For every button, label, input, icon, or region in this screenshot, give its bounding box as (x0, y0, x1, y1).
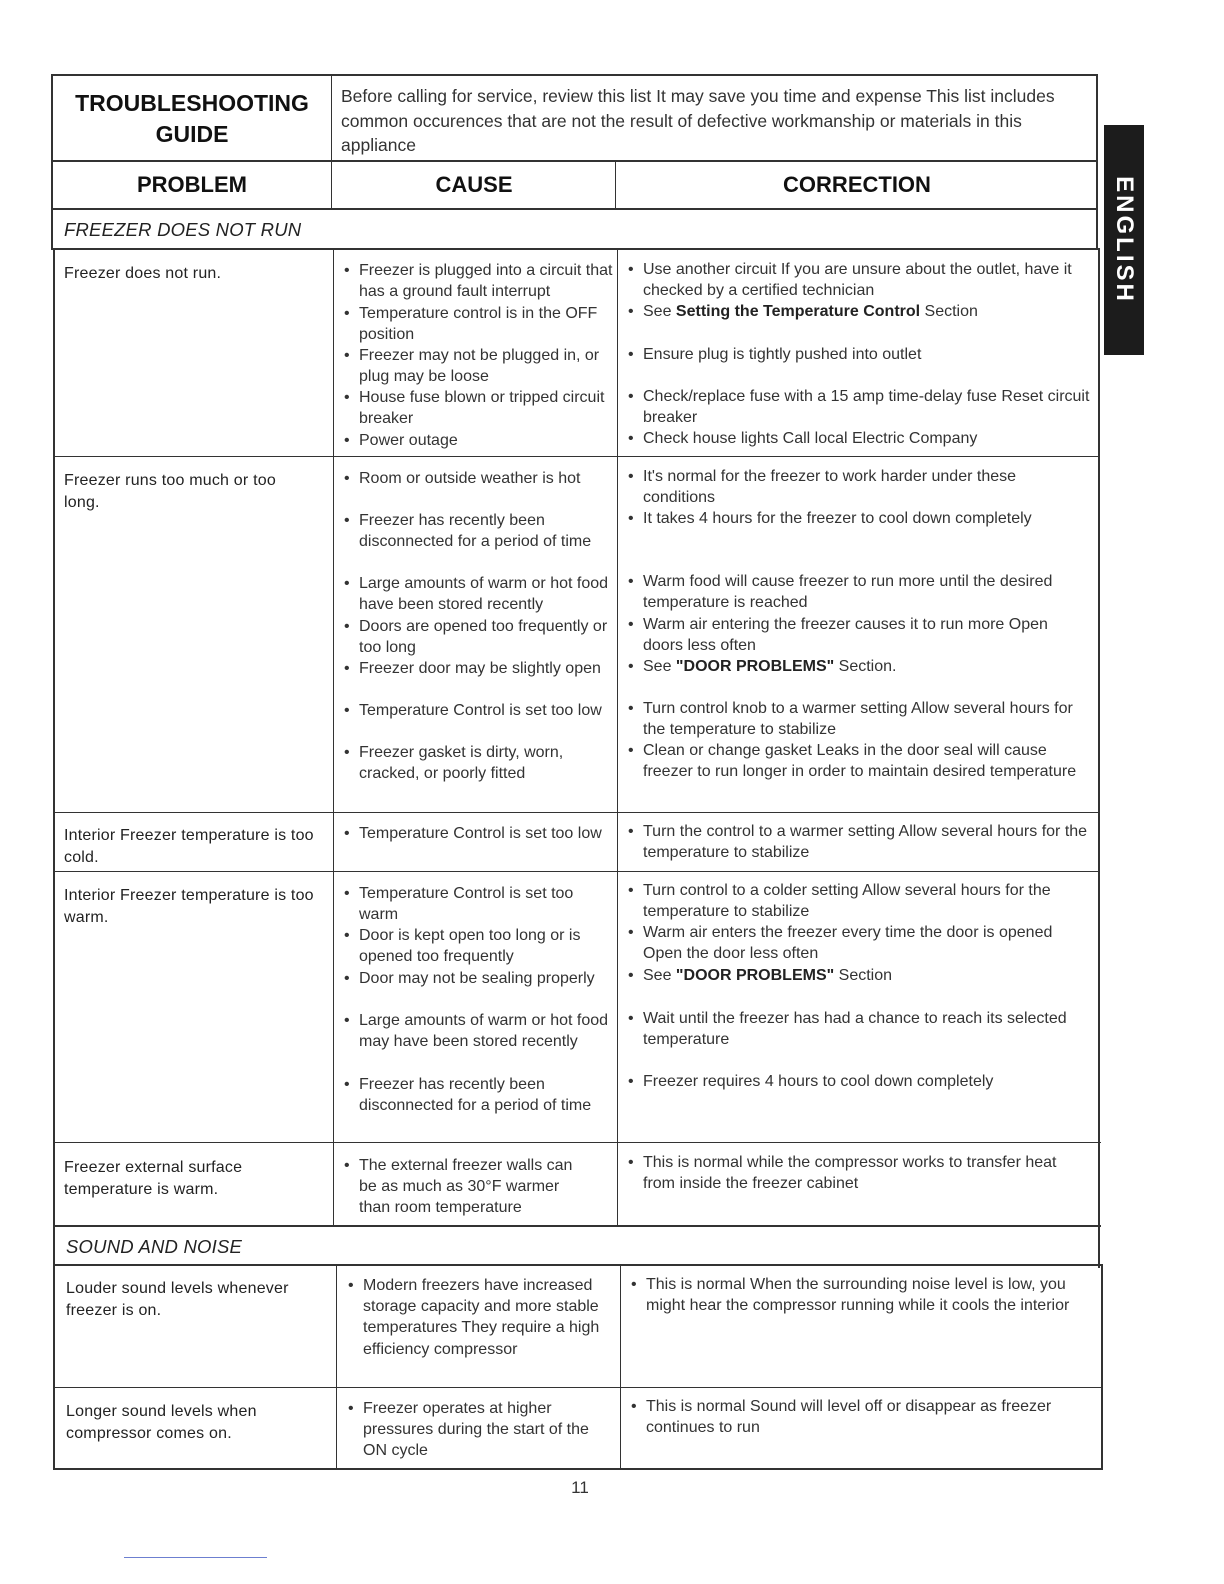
correction-item: • Turn the control to a warmer setting Allow several hours for the temperature to stabilize (627, 821, 1092, 863)
problem-cell: Freezer does not run. (64, 265, 222, 282)
cause-item: • The external freezer walls can be as much as 30°F warmer than room temperature (343, 1155, 589, 1219)
problem-cell: Interior Freezer temperature is too cold. (64, 827, 314, 866)
cause-item: • Freezer may not be plugged in, or plug may be loose (343, 345, 613, 387)
column-header-problem: PROBLEM (137, 172, 247, 197)
correction-reference: "DOOR PROBLEMS" (675, 967, 835, 984)
correction-item: • Turn control knob to a warmer setting Allow several hours for the temperature to stabilize (627, 698, 1092, 740)
correction-suffix: Section (920, 303, 978, 320)
correction-reference: "DOOR PROBLEMS" (675, 658, 835, 675)
problem-cell: Interior Freezer temperature is too warm. (64, 887, 314, 926)
correction-item: • Use another circuit If you are unsure about the outlet, have it checked by a certified technician (627, 259, 1092, 301)
correction-item: • It's normal for the freezer to work harder under these conditions (627, 466, 1092, 508)
title-line-2: GUIDE (155, 121, 229, 147)
problem-cell: Louder sound levels whenever freezer is on. (66, 1280, 289, 1319)
correction-item: • Wait until the freezer has had a chance to reach its selected temperature (627, 1008, 1092, 1050)
cause-item: • Freezer is plugged into a circuit that has a ground fault interrupt (343, 260, 613, 302)
cause-item: • Freezer has recently been disconnected for a period of time (343, 1074, 613, 1116)
correction-suffix: Section (834, 967, 893, 984)
problem-cell: Freezer external surface temperature is warm. (64, 1159, 243, 1198)
correction-item (627, 301, 1092, 322)
cause-item: • Freezer door may be slightly open (343, 658, 613, 679)
cause-item: • House fuse blown or tripped circuit breaker (343, 387, 613, 429)
problem-cell: Freezer runs too much or too long. (64, 472, 276, 511)
cause-item: • Doors are opened too frequently or too long (343, 616, 613, 658)
intro-paragraph: Before calling for service, review this list It may save you time and expense This list includes common occurences that are not the result of defective workmanship or materials in this appliance (341, 86, 1055, 155)
cause-item: • Large amounts of warm or hot food have been stored recently (343, 573, 613, 615)
correction-item: • This is normal When the surrounding noise level is low, you might hear the compressor running while it cools the interior (630, 1274, 1091, 1316)
correction-prefix: See (643, 658, 676, 675)
correction-suffix: Section. (834, 658, 897, 675)
footer-divider (124, 1557, 267, 1558)
guide-title (52, 88, 332, 150)
cause-item: • Door may not be sealing properly (343, 968, 613, 989)
correction-item: • Warm air enters the freezer every time the door is opened Open the door less often (627, 922, 1092, 964)
correction-item: • Turn control to a colder setting Allow several hours for the temperature to stabilize (627, 880, 1092, 922)
language-tab (1104, 125, 1144, 355)
correction-item: • Warm food will cause freezer to run more until the desired temperature is reached (627, 571, 1092, 613)
section-title: FREEZER DOES NOT RUN (64, 219, 302, 240)
cause-item: • Room or outside weather is hot (343, 468, 613, 489)
correction-item: • Freezer requires 4 hours to cool down completely (627, 1071, 1092, 1092)
correction-item (627, 656, 1092, 677)
correction-item: • Clean or change gasket Leaks in the door seal will cause freezer to run longer in order to maintain desired temperature (627, 740, 1092, 782)
page-number: 11 (571, 1478, 589, 1497)
title-line-1: TROUBLESHOOTING (75, 90, 309, 116)
correction-item: • It takes 4 hours for the freezer to cool down completely (627, 508, 1092, 529)
cause-item: • Freezer gasket is dirty, worn, cracked, or poorly fitted (343, 742, 613, 784)
section-title: SOUND AND NOISE (66, 1236, 243, 1257)
correction-item: • Check house lights Call local Electric Company (627, 428, 1092, 449)
correction-item: • This is normal while the compressor works to transfer heat from inside the freezer cabinet (627, 1152, 1063, 1194)
cause-item: • Temperature Control is set too low (343, 823, 613, 844)
cause-item: • Large amounts of warm or hot food may have been stored recently (343, 1010, 613, 1052)
correction-item: • Ensure plug is tightly pushed into outlet (627, 344, 1092, 365)
correction-prefix: See (643, 303, 676, 320)
cause-item: • Temperature control is in the OFF position (343, 303, 613, 345)
column-header-correction: CORRECTION (783, 172, 931, 197)
correction-item (627, 965, 1092, 986)
cause-item: • Door is kept open too long or is opened too frequently (343, 925, 613, 967)
cause-item: • Temperature Control is set too warm (343, 883, 613, 925)
cause-item: • Modern freezers have increased storage capacity and more stable temperatures They require a high efficiency compressor (347, 1275, 613, 1360)
correction-item: • Check/replace fuse with a 15 amp time-delay fuse Reset circuit breaker (627, 386, 1092, 428)
cause-item: • Freezer operates at higher pressures during the start of the ON cycle (347, 1398, 613, 1462)
cause-item: • Temperature Control is set too low (343, 700, 613, 721)
problem-cell: Longer sound levels when compressor comes on. (66, 1403, 257, 1442)
correction-item: • This is normal Sound will level off or disappear as freezer continues to run (630, 1396, 1096, 1438)
language-tab-label: ENGLISH (1111, 176, 1138, 304)
correction-reference: Setting the Temperature Control (675, 303, 921, 320)
correction-item: • Warm air entering the freezer causes it to run more Open doors less often (627, 614, 1092, 656)
correction-prefix: See (643, 967, 676, 984)
cause-item: • Power outage (343, 430, 613, 451)
column-header-cause: CAUSE (435, 172, 513, 197)
cause-item: • Freezer has recently been disconnected for a period of time (343, 510, 613, 552)
